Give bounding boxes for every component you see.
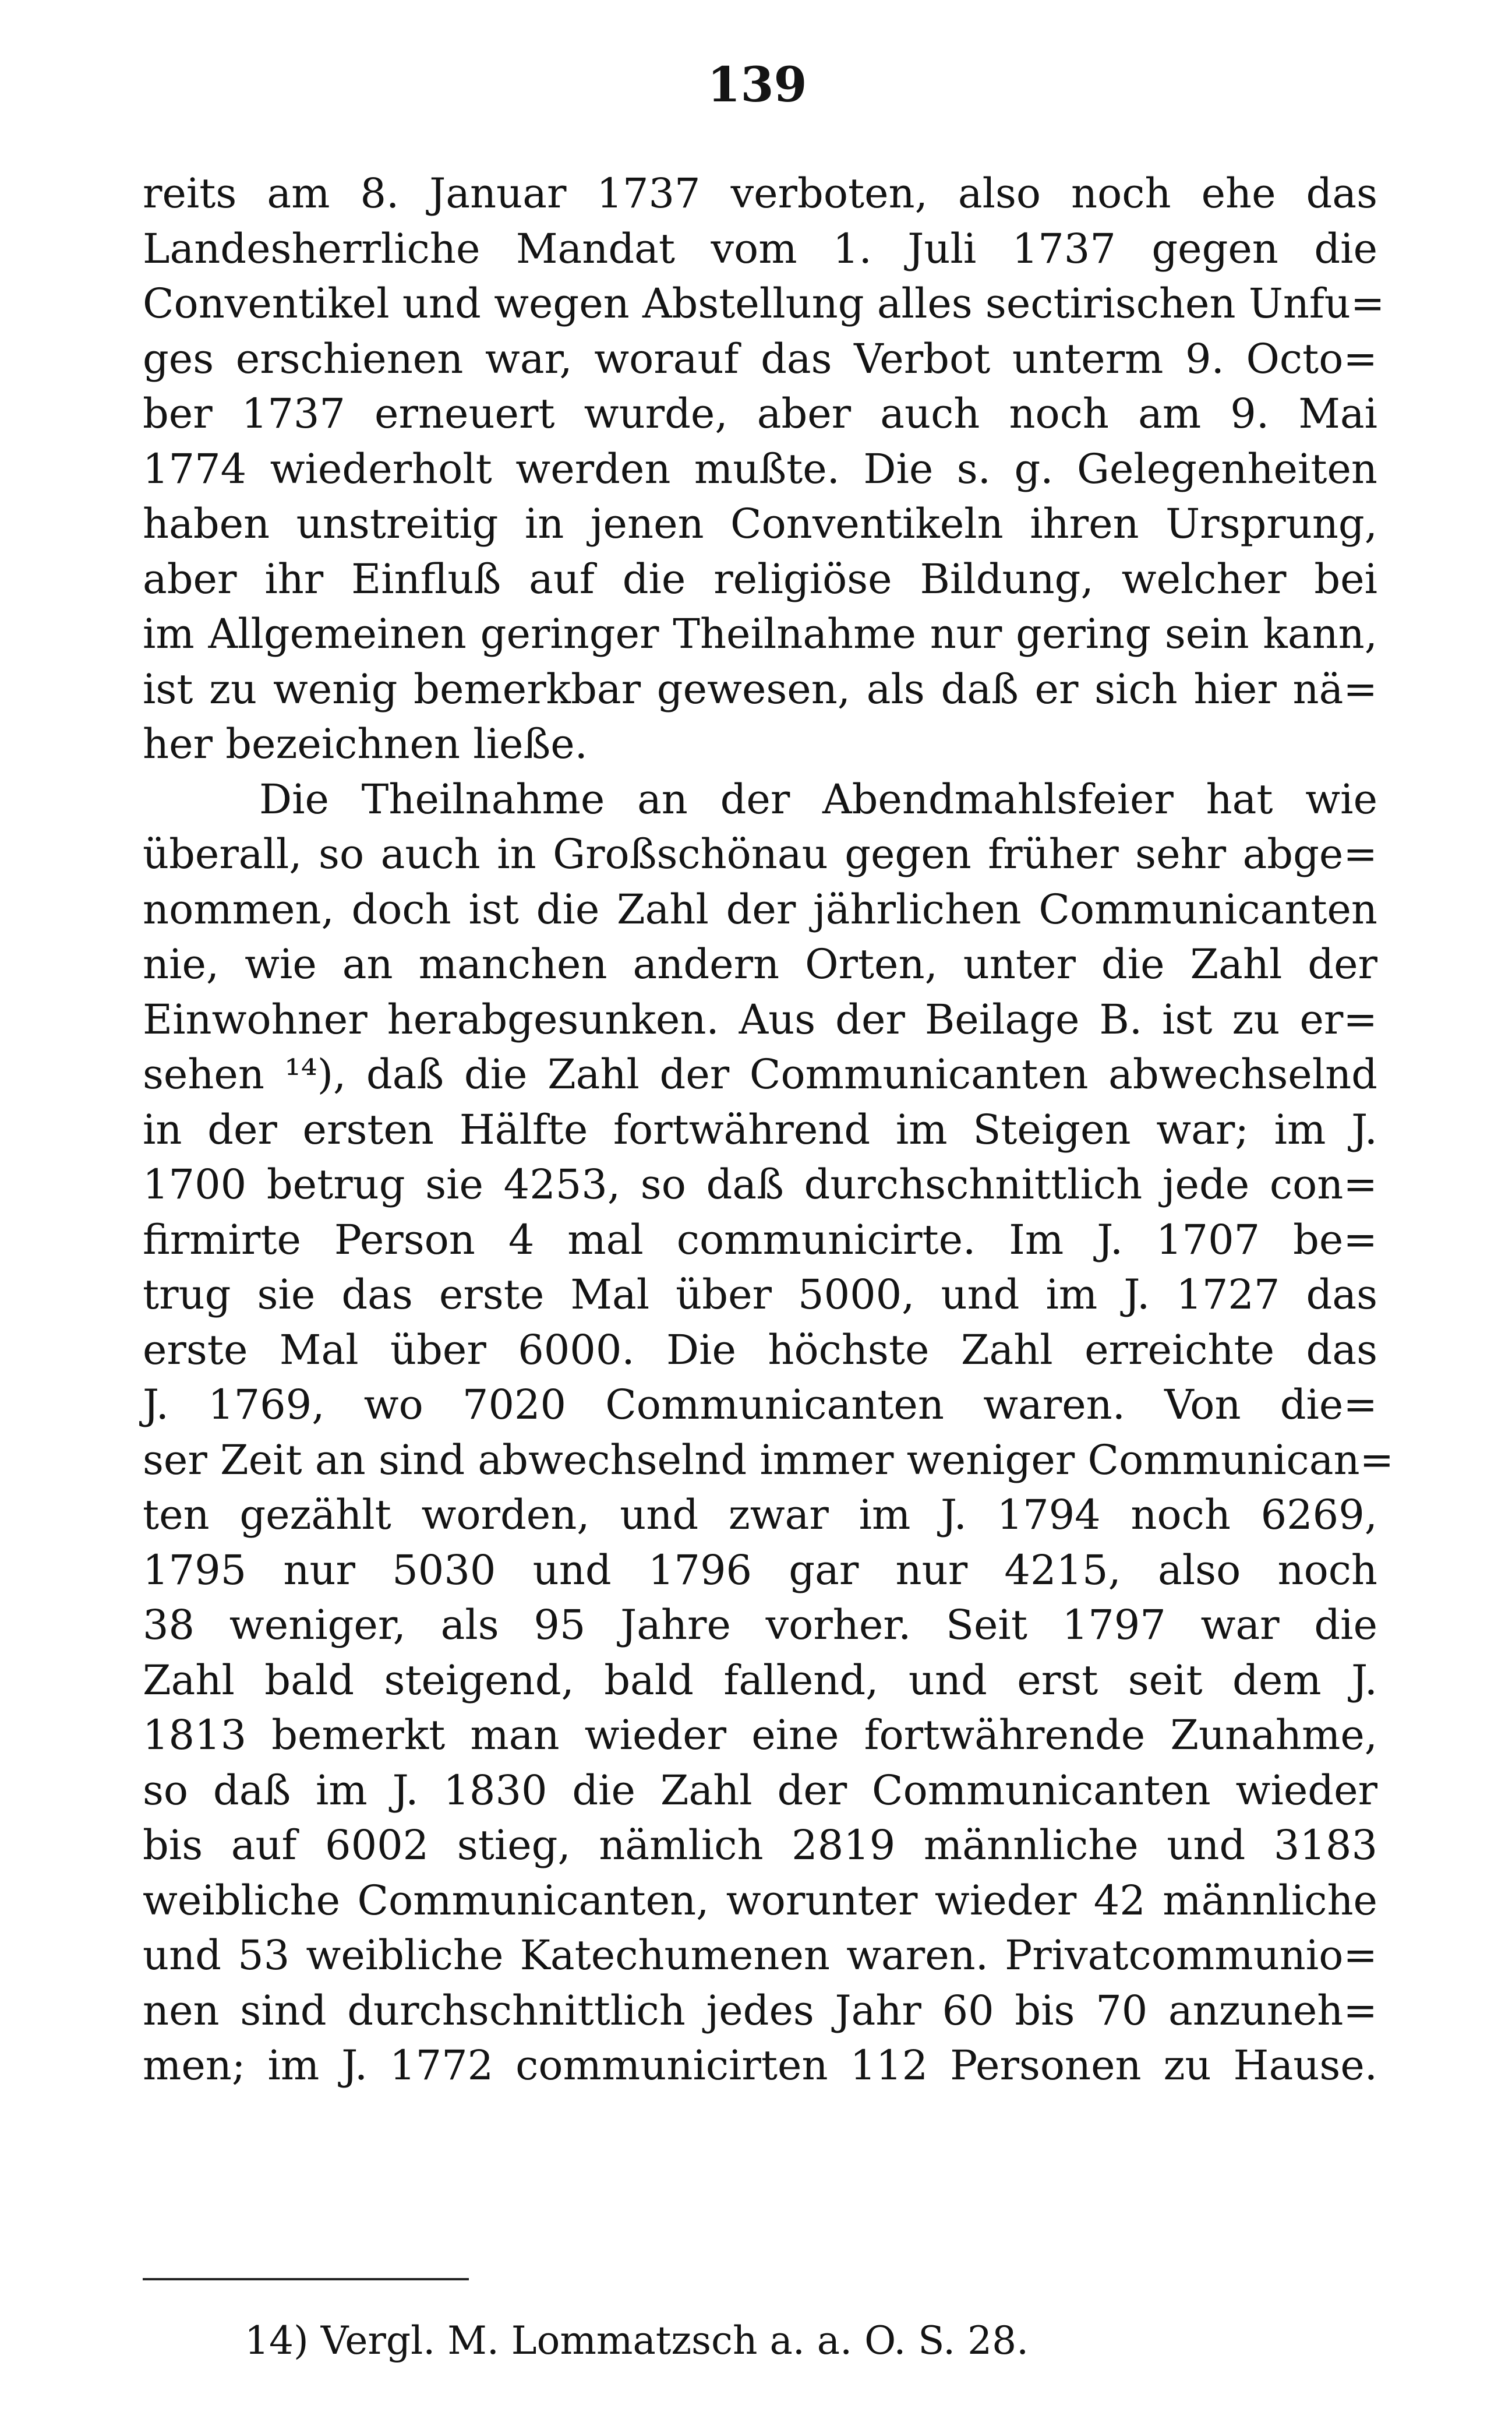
footnote-divider — [143, 2278, 469, 2280]
paragraph-end-line: her bezeichnen ließe. — [143, 720, 588, 768]
text-line: überall, so auch in Großschönau gegen früher sehr abge= — [143, 830, 1377, 878]
text-line: nen sind durchschnittlich jedes Jahr 60 bis 70 anzuneh= — [143, 1986, 1377, 2034]
text-line: 1700 betrug sie 4253, so daß durchschnittlich jede con= — [143, 1161, 1377, 1208]
text-line: men; im J. 1772 communicirten 112 Personen zu Hause. — [143, 2041, 1377, 2089]
text-line: und 53 weibliche Katechumenen waren. Privatcommunio= — [143, 1931, 1377, 1979]
text-line: so daß im J. 1830 die Zahl der Communicanten wieder — [143, 1766, 1377, 1814]
footnote: 14) Vergl. M. Lommatzsch a. a. O. S. 28. — [245, 2318, 1029, 2363]
text-line: firmirte Person 4 mal communicirte. Im J. 1707 be= — [143, 1215, 1377, 1264]
text-line: erste Mal über 6000. Die höchste Zahl erreichte das — [143, 1325, 1377, 1374]
body-text — [143, 166, 1394, 2093]
text-line: ten gezählt worden, und zwar im J. 1794 noch 6269, — [143, 1491, 1377, 1539]
text-line: 1774 wiederholt werden mußte. Die s. g. Gelegenheiten — [143, 445, 1377, 493]
text-line: 1795 nur 5030 und 1796 gar nur 4215, also noch — [143, 1546, 1377, 1594]
text-line: Conventikel und wegen Abstellung alles sectirischen Unfu= — [143, 280, 1385, 327]
text-line: ber 1737 erneuert wurde, aber auch noch am 9. Mai — [143, 390, 1377, 438]
text-line: Zahl bald steigend, bald fallend, und erst seit dem J. — [143, 1656, 1377, 1704]
text-line: ser Zeit an sind abwechselnd immer weniger Communican= — [143, 1436, 1394, 1484]
text-line: nie, wie an manchen andern Orten, unter die Zahl der — [143, 940, 1377, 988]
text-line: in der ersten Hälfte fortwährend im Steigen war; im J. — [143, 1105, 1377, 1154]
text-line: im Allgemeinen geringer Theilnahme nur gering sein kann, — [143, 610, 1377, 658]
text-line: weibliche Communicanten, worunter wieder 42 männliche — [143, 1876, 1377, 1924]
paragraph-start-line: Die Theilnahme an der Abendmahlsfeier hat wie — [259, 775, 1377, 823]
text-line: reits am 8. Januar 1737 verboten, also noch ehe das — [143, 170, 1377, 217]
text-line: J. 1769, wo 7020 Communicanten waren. Von die= — [143, 1381, 1377, 1429]
text-line: bis auf 6002 stieg, nämlich 2819 männliche und 3183 — [143, 1821, 1377, 1869]
text-line: nommen, doch ist die Zahl der jährlichen Communicanten — [143, 885, 1377, 933]
text-line: Einwohner herabgesunken. Aus der Beilage B. ist zu er= — [143, 995, 1377, 1043]
text-line: 1813 bemerkt man wieder eine fortwährende Zunahme, — [143, 1711, 1377, 1759]
text-line: ges erschienen war, worauf das Verbot unterm 9. Octo= — [143, 334, 1377, 383]
page-number: 139 — [707, 57, 807, 113]
text-line: trug sie das erste Mal über 5000, und im J. 1727 das — [143, 1271, 1377, 1318]
text-line: ist zu wenig bemerkbar gewesen, als daß er sich hier nä= — [143, 665, 1377, 713]
text-line: aber ihr Einfluß auf die religiöse Bildung, welcher bei — [143, 555, 1377, 603]
text-line-with-footnote-ref: sehen ¹⁴), daß die Zahl der Communicanten abwechselnd — [143, 1050, 1377, 1098]
text-line: Landesherrliche Mandat vom 1. Juli 1737 gegen die — [143, 224, 1377, 273]
text-line: 38 weniger, als 95 Jahre vorher. Seit 1797 war die — [143, 1601, 1377, 1649]
text-line: haben unstreitig in jenen Conventikeln ihren Ursprung, — [143, 500, 1377, 548]
